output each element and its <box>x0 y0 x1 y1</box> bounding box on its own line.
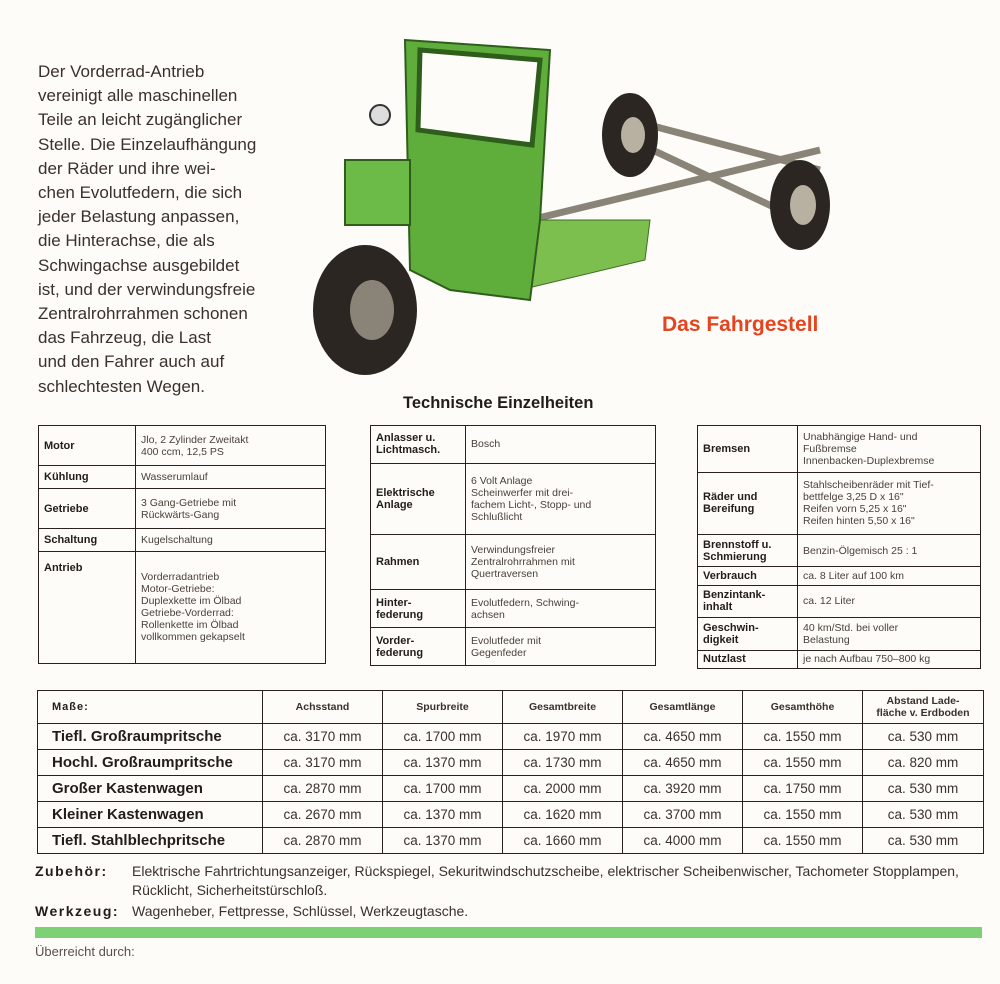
spec-row <box>371 426 656 464</box>
dimension-value: ca. 2870 mm <box>263 776 383 802</box>
spec-value: Kugelschaltung <box>136 529 326 551</box>
dimensions-header: Gesamthöhe <box>743 691 863 724</box>
dimensions-header-row <box>38 691 984 724</box>
dimension-value: ca. 3170 mm <box>263 724 383 750</box>
intro-paragraph: Der Vorderrad-Antrieb vereinigt alle maschinellen Teile an leicht zugänglicher Stelle. Die Einzelaufhängung der Räder und ihre wei- chen Evolutfedern, die sich jeder Belastung anpassen, die Hinterachse, die als Schwingachse ausgebildet ist, und der verwindungsfreie Zentralrohrrahmen schonen das Fahrzeug, die Last und den Fahrer auch auf schlechtesten Wegen. <box>38 62 257 396</box>
spec-label: Motor <box>39 426 136 466</box>
dimension-value: ca. 1550 mm <box>743 724 863 750</box>
dimension-value: ca. 1550 mm <box>743 750 863 776</box>
spec-row <box>371 463 656 535</box>
spec-value: Evolutfeder mit Gegenfeder <box>466 628 656 666</box>
dimension-value: ca. 1660 mm <box>503 828 623 854</box>
dimensions-row <box>38 750 984 776</box>
vehicle-type: Tiefl. Großraumpritsche <box>38 724 263 750</box>
dimensions-header: Abstand Lade- fläche v. Erdboden <box>863 691 984 724</box>
accessories-label: Zubehör: <box>35 863 108 879</box>
dimensions-header: Spurbreite <box>383 691 503 724</box>
spec-label: Hinter- federung <box>371 590 466 628</box>
spec-row <box>371 590 656 628</box>
spec-value: 3 Gang-Getriebe mit Rückwärts-Gang <box>136 488 326 528</box>
spec-table-engine <box>38 425 326 664</box>
spec-row <box>39 529 326 551</box>
dimensions-row <box>38 828 984 854</box>
spec-label: Bremsen <box>698 426 798 473</box>
spec-table-brakes <box>697 425 981 669</box>
dimension-value: ca. 1750 mm <box>743 776 863 802</box>
dimension-value: ca. 3700 mm <box>623 802 743 828</box>
vehicle-type: Tiefl. Stahlblechpritsche <box>38 828 263 854</box>
dimension-value: ca. 1700 mm <box>383 776 503 802</box>
spec-label: Brennstoff u. Schmierung <box>698 534 798 567</box>
dimensions-row <box>38 776 984 802</box>
spec-row <box>698 534 981 567</box>
dimension-value: ca. 2000 mm <box>503 776 623 802</box>
rear-wheel-left <box>602 93 658 177</box>
spec-value: je nach Aufbau 750–800 kg <box>798 650 981 668</box>
dimension-value: ca. 530 mm <box>863 802 984 828</box>
spec-label: Getriebe <box>39 488 136 528</box>
dimension-value: ca. 1730 mm <box>503 750 623 776</box>
front-wheel <box>313 245 417 375</box>
spec-row <box>371 535 656 590</box>
dimensions-header: Gesamtlänge <box>623 691 743 724</box>
spec-value: Vorderradantrieb Motor-Getriebe: Duplexkette im Ölbad Getriebe-Vorderrad: Rollenkette im Ölbad vollkommen gekapselt <box>136 551 326 663</box>
spec-value: Unabhängige Hand- und Fußbremse Innenbacken-Duplexbremse <box>798 426 981 473</box>
green-divider-bar <box>35 927 982 938</box>
spec-row <box>698 426 981 473</box>
spec-row <box>698 473 981 535</box>
dimension-value: ca. 820 mm <box>863 750 984 776</box>
dimension-value: ca. 530 mm <box>863 776 984 802</box>
spec-label: Geschwin- digkeit <box>698 618 798 651</box>
spec-label: Rahmen <box>371 535 466 590</box>
dimensions-row <box>38 724 984 750</box>
spec-label: Räder und Bereifung <box>698 473 798 535</box>
dimension-value: ca. 3920 mm <box>623 776 743 802</box>
dimension-value: ca. 2670 mm <box>263 802 383 828</box>
dimension-value: ca. 1970 mm <box>503 724 623 750</box>
spec-row <box>698 567 981 585</box>
spec-label: Elektrische Anlage <box>371 463 466 535</box>
radiator <box>345 160 410 225</box>
dimensions-header: Achsstand <box>263 691 383 724</box>
spec-row <box>371 628 656 666</box>
accessories-text: Elektrische Fahrtrichtungsanzeiger, Rückspiegel, Sekuritwindschutzscheibe, elektrischer Scheibenwischer, Tachometer Stopplampen, Rücklicht, Sicherheitstürschloß. <box>132 863 959 898</box>
dimension-value: ca. 1620 mm <box>503 802 623 828</box>
section-title: Das Fahrgestell <box>662 313 819 336</box>
dimensions-table <box>37 690 984 854</box>
spec-value: Jlo, 2 Zylinder Zweitakt 400 ccm, 12,5 PS <box>136 426 326 466</box>
spec-value: 40 km/Std. bei voller Belastung <box>798 618 981 651</box>
dimensions-header: Maße: <box>38 691 263 724</box>
tools-text: Wagenheber, Fettpresse, Schlüssel, Werkzeugtasche. <box>132 903 469 919</box>
dimension-value: ca. 1700 mm <box>383 724 503 750</box>
spec-row <box>39 488 326 528</box>
spec-row <box>698 585 981 618</box>
dimensions-row <box>38 802 984 828</box>
dimension-value: ca. 1550 mm <box>743 802 863 828</box>
dimension-value: ca. 530 mm <box>863 828 984 854</box>
spec-label: Antrieb <box>39 551 136 663</box>
dimension-value: ca. 1550 mm <box>743 828 863 854</box>
headlight <box>370 105 390 125</box>
dimension-value: ca. 3170 mm <box>263 750 383 776</box>
dimension-value: ca. 4650 mm <box>623 750 743 776</box>
handed-over-label: Überreicht durch: <box>35 944 135 959</box>
spec-value: Wasserumlauf <box>136 466 326 488</box>
spec-row <box>39 426 326 466</box>
dimension-value: ca. 1370 mm <box>383 750 503 776</box>
vehicle-type: Kleiner Kastenwagen <box>38 802 263 828</box>
spec-row <box>698 650 981 668</box>
spec-value: Evolutfedern, Schwing- achsen <box>466 590 656 628</box>
spec-table-electrics <box>370 425 656 666</box>
spec-value: Stahlscheibenräder mit Tief- bettfelge 3,25 D x 16" Reifen vorn 5,25 x 16" Reifen hinten 5,50 x 16" <box>798 473 981 535</box>
spec-value: 6 Volt Anlage Scheinwerfer mit drei- fachem Licht-, Stopp- und Schlußlicht <box>466 463 656 535</box>
windshield <box>418 50 540 145</box>
spec-label: Vorder- federung <box>371 628 466 666</box>
tools-label: Werkzeug: <box>35 903 120 919</box>
spec-value: Verwindungsfreier Zentralrohrrahmen mit Quertraversen <box>466 535 656 590</box>
spec-label: Nutzlast <box>698 650 798 668</box>
accessories-section <box>35 862 985 921</box>
spec-value: ca. 12 Liter <box>798 585 981 618</box>
spec-label: Schaltung <box>39 529 136 551</box>
dimension-value: ca. 1370 mm <box>383 802 503 828</box>
rear-wheel-right <box>770 160 830 250</box>
spec-value: ca. 8 Liter auf 100 km <box>798 567 981 585</box>
dimension-value: ca. 4650 mm <box>623 724 743 750</box>
spec-row <box>698 618 981 651</box>
dimension-value: ca. 530 mm <box>863 724 984 750</box>
vehicle-type: Großer Kastenwagen <box>38 776 263 802</box>
spec-row <box>39 466 326 488</box>
spec-value: Bosch <box>466 426 656 464</box>
spec-label: Benzintank- inhalt <box>698 585 798 618</box>
vehicle-type: Hochl. Großraumpritsche <box>38 750 263 776</box>
spec-label: Verbrauch <box>698 567 798 585</box>
dimension-value: ca. 1370 mm <box>383 828 503 854</box>
spec-label: Kühlung <box>39 466 136 488</box>
tech-heading: Technische Einzelheiten <box>403 394 594 412</box>
spec-value: Benzin-Ölgemisch 25 : 1 <box>798 534 981 567</box>
spec-row <box>39 551 326 663</box>
spec-label: Anlasser u. Lichtmasch. <box>371 426 466 464</box>
dimension-value: ca. 4000 mm <box>623 828 743 854</box>
dimension-value: ca. 2870 mm <box>263 828 383 854</box>
dimensions-header: Gesamtbreite <box>503 691 623 724</box>
